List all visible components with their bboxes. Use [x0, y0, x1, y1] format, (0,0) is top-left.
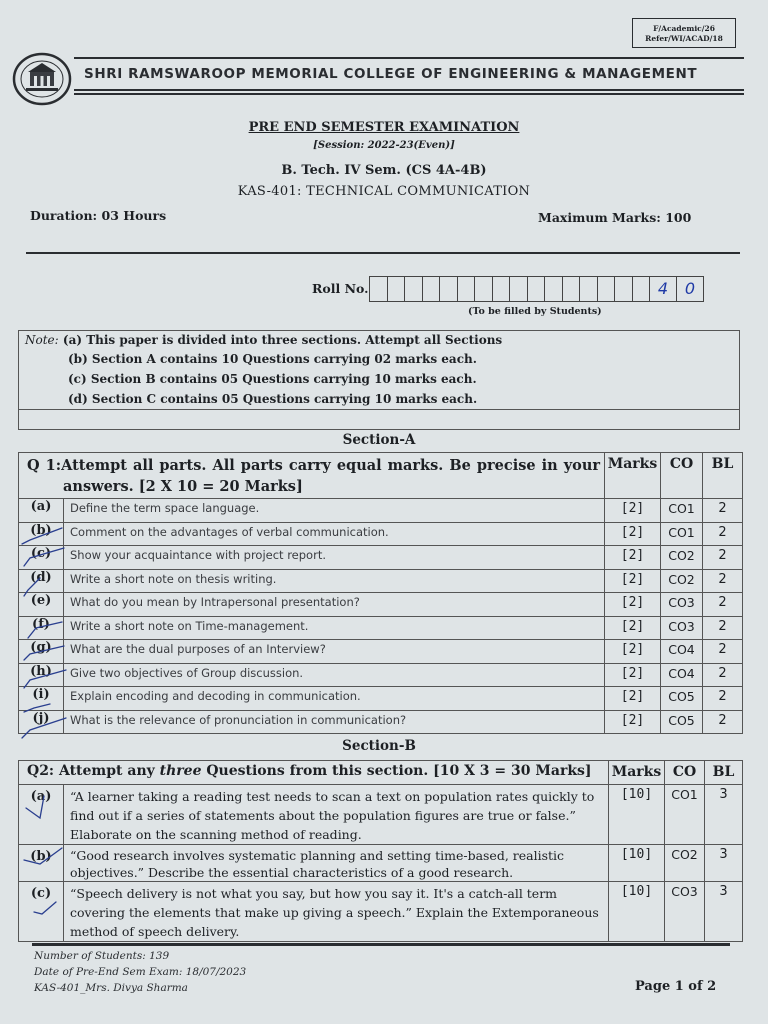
marks-header: Marks — [609, 761, 665, 785]
ref-line-1: F/Academic/26 — [653, 24, 715, 33]
question-row — [19, 882, 743, 942]
roll-digit-box[interactable] — [404, 276, 423, 302]
roll-digit-box[interactable]: 0 — [676, 276, 704, 302]
question-bl: 2 — [703, 499, 743, 523]
note-line: (c) Section B contains 05 Questions carrying 10 marks each. — [68, 372, 477, 386]
note-line: Note: (a) This paper is divided into three sections. Attempt all Sections — [25, 333, 503, 347]
roll-digit-box[interactable] — [457, 276, 476, 302]
question-row — [19, 569, 743, 593]
page-number: Page 1 of 2 — [635, 979, 717, 994]
question-label: (e) — [19, 593, 64, 617]
question-bl: 2 — [703, 569, 743, 593]
question-marks: [10] — [609, 785, 665, 845]
question-label: (d) — [19, 569, 64, 593]
question-row — [19, 710, 743, 734]
roll-digit-box[interactable] — [632, 276, 651, 302]
section-a-table — [18, 452, 743, 734]
question-label: (f) — [19, 616, 64, 640]
section-b-table — [18, 760, 743, 942]
semester: B. Tech. IV Sem. (CS 4A-4B) — [281, 163, 487, 178]
note-label: Note: — [25, 333, 59, 347]
question-co: CO2 — [661, 569, 703, 593]
question-row — [19, 522, 743, 546]
separator-rule — [26, 252, 740, 254]
note-line: (d) Section C contains 05 Questions carrying 10 marks each. — [68, 392, 478, 406]
question-bl: 2 — [703, 663, 743, 687]
question-text: Comment on the advantages of verbal communication. — [64, 522, 605, 546]
section-a-spacer — [18, 409, 740, 430]
question-label: (c) — [19, 882, 64, 942]
question-label: (i) — [19, 687, 64, 711]
header-rule-top — [74, 57, 744, 59]
question-label: (b) — [19, 522, 64, 546]
header-rule-1 — [74, 89, 744, 91]
roll-number-label: Roll No. — [312, 281, 369, 296]
question-co: CO5 — [661, 710, 703, 734]
section-a-title: Section-A — [342, 432, 416, 448]
question-text: What do you mean by Intrapersonal presentation? — [64, 593, 605, 617]
question-row — [19, 785, 743, 845]
section-b-instruction: Q2: Attempt any three Questions from this section. [10 X 3 = 30 Marks] — [19, 761, 609, 785]
question-label: (a) — [19, 785, 64, 845]
bl-header: BL — [705, 761, 743, 785]
roll-digit-box[interactable] — [527, 276, 546, 302]
ref-line-2: Refer/WI/ACAD/18 — [645, 34, 723, 43]
roll-digit-box[interactable] — [509, 276, 528, 302]
roll-digit-box[interactable] — [492, 276, 511, 302]
section-b-header-row — [19, 761, 743, 785]
question-bl: 2 — [703, 710, 743, 734]
course-title: KAS-401: TECHNICAL COMMUNICATION — [237, 184, 531, 199]
question-row — [19, 616, 743, 640]
question-co: CO4 — [661, 640, 703, 664]
roll-digit-box[interactable] — [614, 276, 633, 302]
roll-digit-box[interactable] — [439, 276, 458, 302]
note-box — [18, 330, 740, 410]
question-bl: 2 — [703, 522, 743, 546]
question-row — [19, 640, 743, 664]
question-text: Write a short note on Time-management. — [64, 616, 605, 640]
question-text: What is the relevance of pronunciation in communication? — [64, 710, 605, 734]
question-text: Explain encoding and decoding in communication. — [64, 687, 605, 711]
question-label: (c) — [19, 546, 64, 570]
footer-faculty: KAS-401_Mrs. Divya Sharma — [34, 982, 188, 994]
question-text: What are the dual purposes of an Interview? — [64, 640, 605, 664]
section-b-title: Section-B — [342, 738, 416, 754]
question-bl: 2 — [703, 593, 743, 617]
maximum-marks: Maximum Marks: 100 — [538, 210, 692, 225]
question-text: “Good research involves systematic planning and setting time-based, realistic objectives.” Describe the essential characteristics of a good research. — [64, 845, 609, 882]
roll-number-boxes[interactable] — [370, 276, 704, 302]
question-bl: 3 — [705, 785, 743, 845]
roll-digit-box[interactable] — [474, 276, 493, 302]
question-marks: [2] — [605, 499, 661, 523]
college-name: SHRI RAMSWAROOP MEMORIAL COLLEGE OF ENGINEERING & MANAGEMENT — [84, 66, 698, 82]
question-label: (g) — [19, 640, 64, 664]
co-header: CO — [665, 761, 705, 785]
question-marks: [2] — [605, 593, 661, 617]
question-marks: [2] — [605, 687, 661, 711]
bl-header: BL — [703, 453, 743, 499]
question-text: Give two objectives of Group discussion. — [64, 663, 605, 687]
question-row — [19, 499, 743, 523]
section-a-instruction: Q 1:Attempt all parts. All parts carry equal marks. Be precise in your answers. [2 X 10 = 20 Marks] — [19, 453, 605, 499]
roll-digit-box[interactable] — [544, 276, 563, 302]
question-marks: [2] — [605, 710, 661, 734]
question-co: CO2 — [665, 845, 705, 882]
question-text: “Speech delivery is not what you say, but how you say it. It's a catch-all term covering the elements that make up giving a speech.” Explain the Extemporaneous method of speech delivery. — [64, 882, 609, 942]
roll-digit-box[interactable] — [597, 276, 616, 302]
question-row — [19, 845, 743, 882]
question-co: CO3 — [665, 882, 705, 942]
header-rule-2 — [74, 93, 744, 95]
roll-digit-box[interactable] — [369, 276, 388, 302]
session: [Session: 2022-23(Even)] — [313, 140, 455, 151]
roll-number-note: (To be filled by Students) — [468, 306, 602, 317]
college-logo-icon — [12, 52, 72, 106]
question-label: (j) — [19, 710, 64, 734]
question-text: Show your acquaintance with project report. — [64, 546, 605, 570]
roll-digit-box[interactable] — [387, 276, 406, 302]
footer-rule — [32, 943, 730, 946]
exam-title: PRE END SEMESTER EXAMINATION — [248, 120, 520, 135]
question-co: CO1 — [665, 785, 705, 845]
question-marks: [2] — [605, 640, 661, 664]
question-row — [19, 546, 743, 570]
question-bl: 2 — [703, 546, 743, 570]
question-co: CO4 — [661, 663, 703, 687]
question-label: (a) — [19, 499, 64, 523]
roll-digit-box[interactable]: 4 — [649, 276, 677, 302]
question-co: CO2 — [661, 546, 703, 570]
question-text: Define the term space language. — [64, 499, 605, 523]
footer-students: Number of Students: 139 — [34, 950, 170, 962]
question-bl: 3 — [705, 882, 743, 942]
marks-header: Marks — [605, 453, 661, 499]
duration: Duration: 03 Hours — [30, 208, 167, 223]
question-marks: [2] — [605, 616, 661, 640]
question-text: Write a short note on thesis writing. — [64, 569, 605, 593]
section-a-header-row — [19, 453, 743, 499]
roll-digit-box[interactable] — [422, 276, 441, 302]
question-co: CO3 — [661, 616, 703, 640]
question-co: CO5 — [661, 687, 703, 711]
question-bl: 2 — [703, 687, 743, 711]
question-row — [19, 593, 743, 617]
question-row — [19, 663, 743, 687]
note-line: (b) Section A contains 10 Questions carrying 02 marks each. — [68, 352, 477, 366]
question-marks: [10] — [609, 882, 665, 942]
question-row — [19, 687, 743, 711]
question-marks: [2] — [605, 522, 661, 546]
co-header: CO — [661, 453, 703, 499]
question-label: (b) — [19, 845, 64, 882]
question-co: CO1 — [661, 499, 703, 523]
question-marks: [2] — [605, 663, 661, 687]
question-bl: 2 — [703, 640, 743, 664]
question-marks: [2] — [605, 569, 661, 593]
question-label: (h) — [19, 663, 64, 687]
question-text: “A learner taking a reading test needs to scan a text on population rates quickly to find out if a series of statements about the population figures are true or false.” Elaborate on the scanning method of reading. — [64, 785, 609, 845]
question-co: CO3 — [661, 593, 703, 617]
question-bl: 3 — [705, 845, 743, 882]
question-bl: 2 — [703, 616, 743, 640]
question-marks: [10] — [609, 845, 665, 882]
footer-date: Date of Pre-End Sem Exam: 18/07/2023 — [34, 966, 247, 978]
question-co: CO1 — [661, 522, 703, 546]
question-marks: [2] — [605, 546, 661, 570]
roll-digit-box[interactable] — [579, 276, 598, 302]
reference-box — [632, 18, 736, 48]
roll-digit-box[interactable] — [562, 276, 581, 302]
